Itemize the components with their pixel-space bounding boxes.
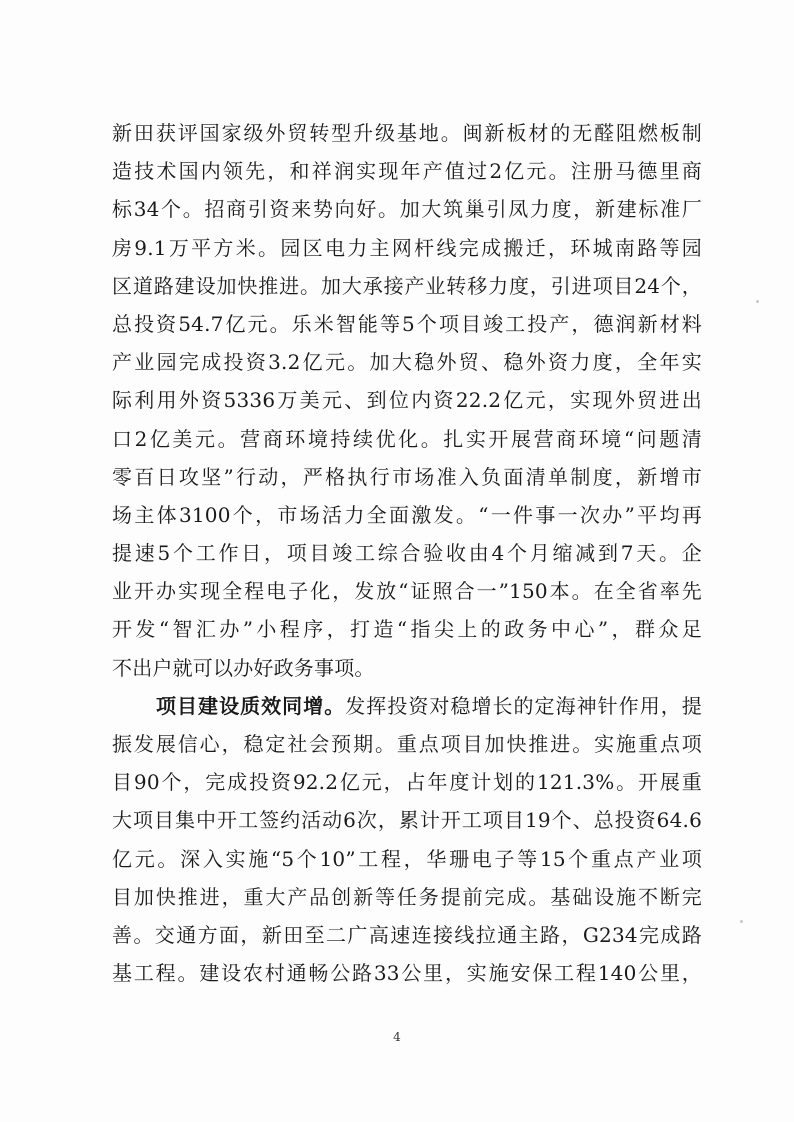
paragraph-line: 口2亿美元。营商环境持续优化。扎实开展营商环境“问题清 — [112, 426, 702, 451]
paragraph-line: 提速5个工作日，项目竣工综合验收由4个月缩减到7天。企 — [112, 541, 702, 566]
paragraph-line: 新田获评国家级外贸转型升级基地。闽新板材的无醛阻燃板制 — [112, 121, 702, 145]
paragraph-line: 目加快推进，重大产品创新等任务提前完成。基础设施不断完 — [112, 884, 702, 909]
paragraph-line: 场主体3100个，市场活力全面激发。“一件事一次办”平均再 — [112, 502, 702, 527]
paragraph-line: 造技术国内领先，和祥润实现年产值过2亿元。注册马德里商 — [112, 159, 702, 184]
page-number: 4 — [393, 1030, 401, 1044]
paragraph-line: 大项目集中开工签约活动6次，累计开工项目19个、总投资64.6 — [112, 808, 702, 833]
paragraph-line: 际利用外资5336万美元、到位内资22.2亿元，实现外贸进出 — [112, 388, 702, 413]
paragraph-line: 业开办实现全程电子化，发放“证照合一”150本。在全省率先 — [112, 579, 702, 604]
scan-speck — [756, 300, 759, 303]
scan-speck — [740, 920, 743, 923]
paragraph-line: 振发展信心，稳定社会预期。重点项目加快推进。实施重点项 — [112, 732, 702, 756]
paragraph-line: 不出户就可以办好政务事项。 — [112, 655, 375, 680]
body-text — [112, 114, 702, 992]
paragraph-line: 亿元。深入实施“5个10”工程，华珊电子等15个重点产业项 — [112, 846, 702, 871]
paragraph-line: 开发“智汇办”小程序，打造“指尖上的政务中心”，群众足 — [112, 617, 702, 642]
paragraph-line: 零百日攻坚”行动，严格执行市场准入负面清单制度，新增市 — [112, 464, 702, 489]
section-first-line-text: 发挥投资对稳增长的定海神针作用，提 — [345, 693, 702, 718]
paragraph-line: 总投资54.7亿元。乐米智能等5个项目竣工投产，德润新材料 — [112, 311, 702, 336]
paragraph-line: 标34个。招商引资来势向好。加大筑巢引凤力度，新建标准厂 — [112, 197, 702, 222]
paragraph-line: 区道路建设加快推进。加大承接产业转移力度，引进项目24个， — [112, 273, 702, 298]
section-first-line — [112, 687, 702, 725]
section-lead: 项目建设质效同增。 — [156, 693, 346, 718]
paragraph-line: 目90个，完成投资92.2亿元，占年度计划的121.3%。开展重 — [112, 770, 702, 795]
paragraph-line: 基工程。建设农村通畅公路33公里，实施安保工程140公里， — [112, 961, 702, 986]
paragraph-line: 善。交通方面，新田至二广高速连接线拉通主路，G234完成路 — [112, 922, 702, 947]
paragraph-line: 房9.1万平方米。园区电力主网杆线完成搬迁，环城南路等园 — [112, 235, 702, 260]
paragraph-line: 产业园完成投资3.2亿元。加大稳外贸、稳外资力度，全年实 — [112, 350, 702, 375]
